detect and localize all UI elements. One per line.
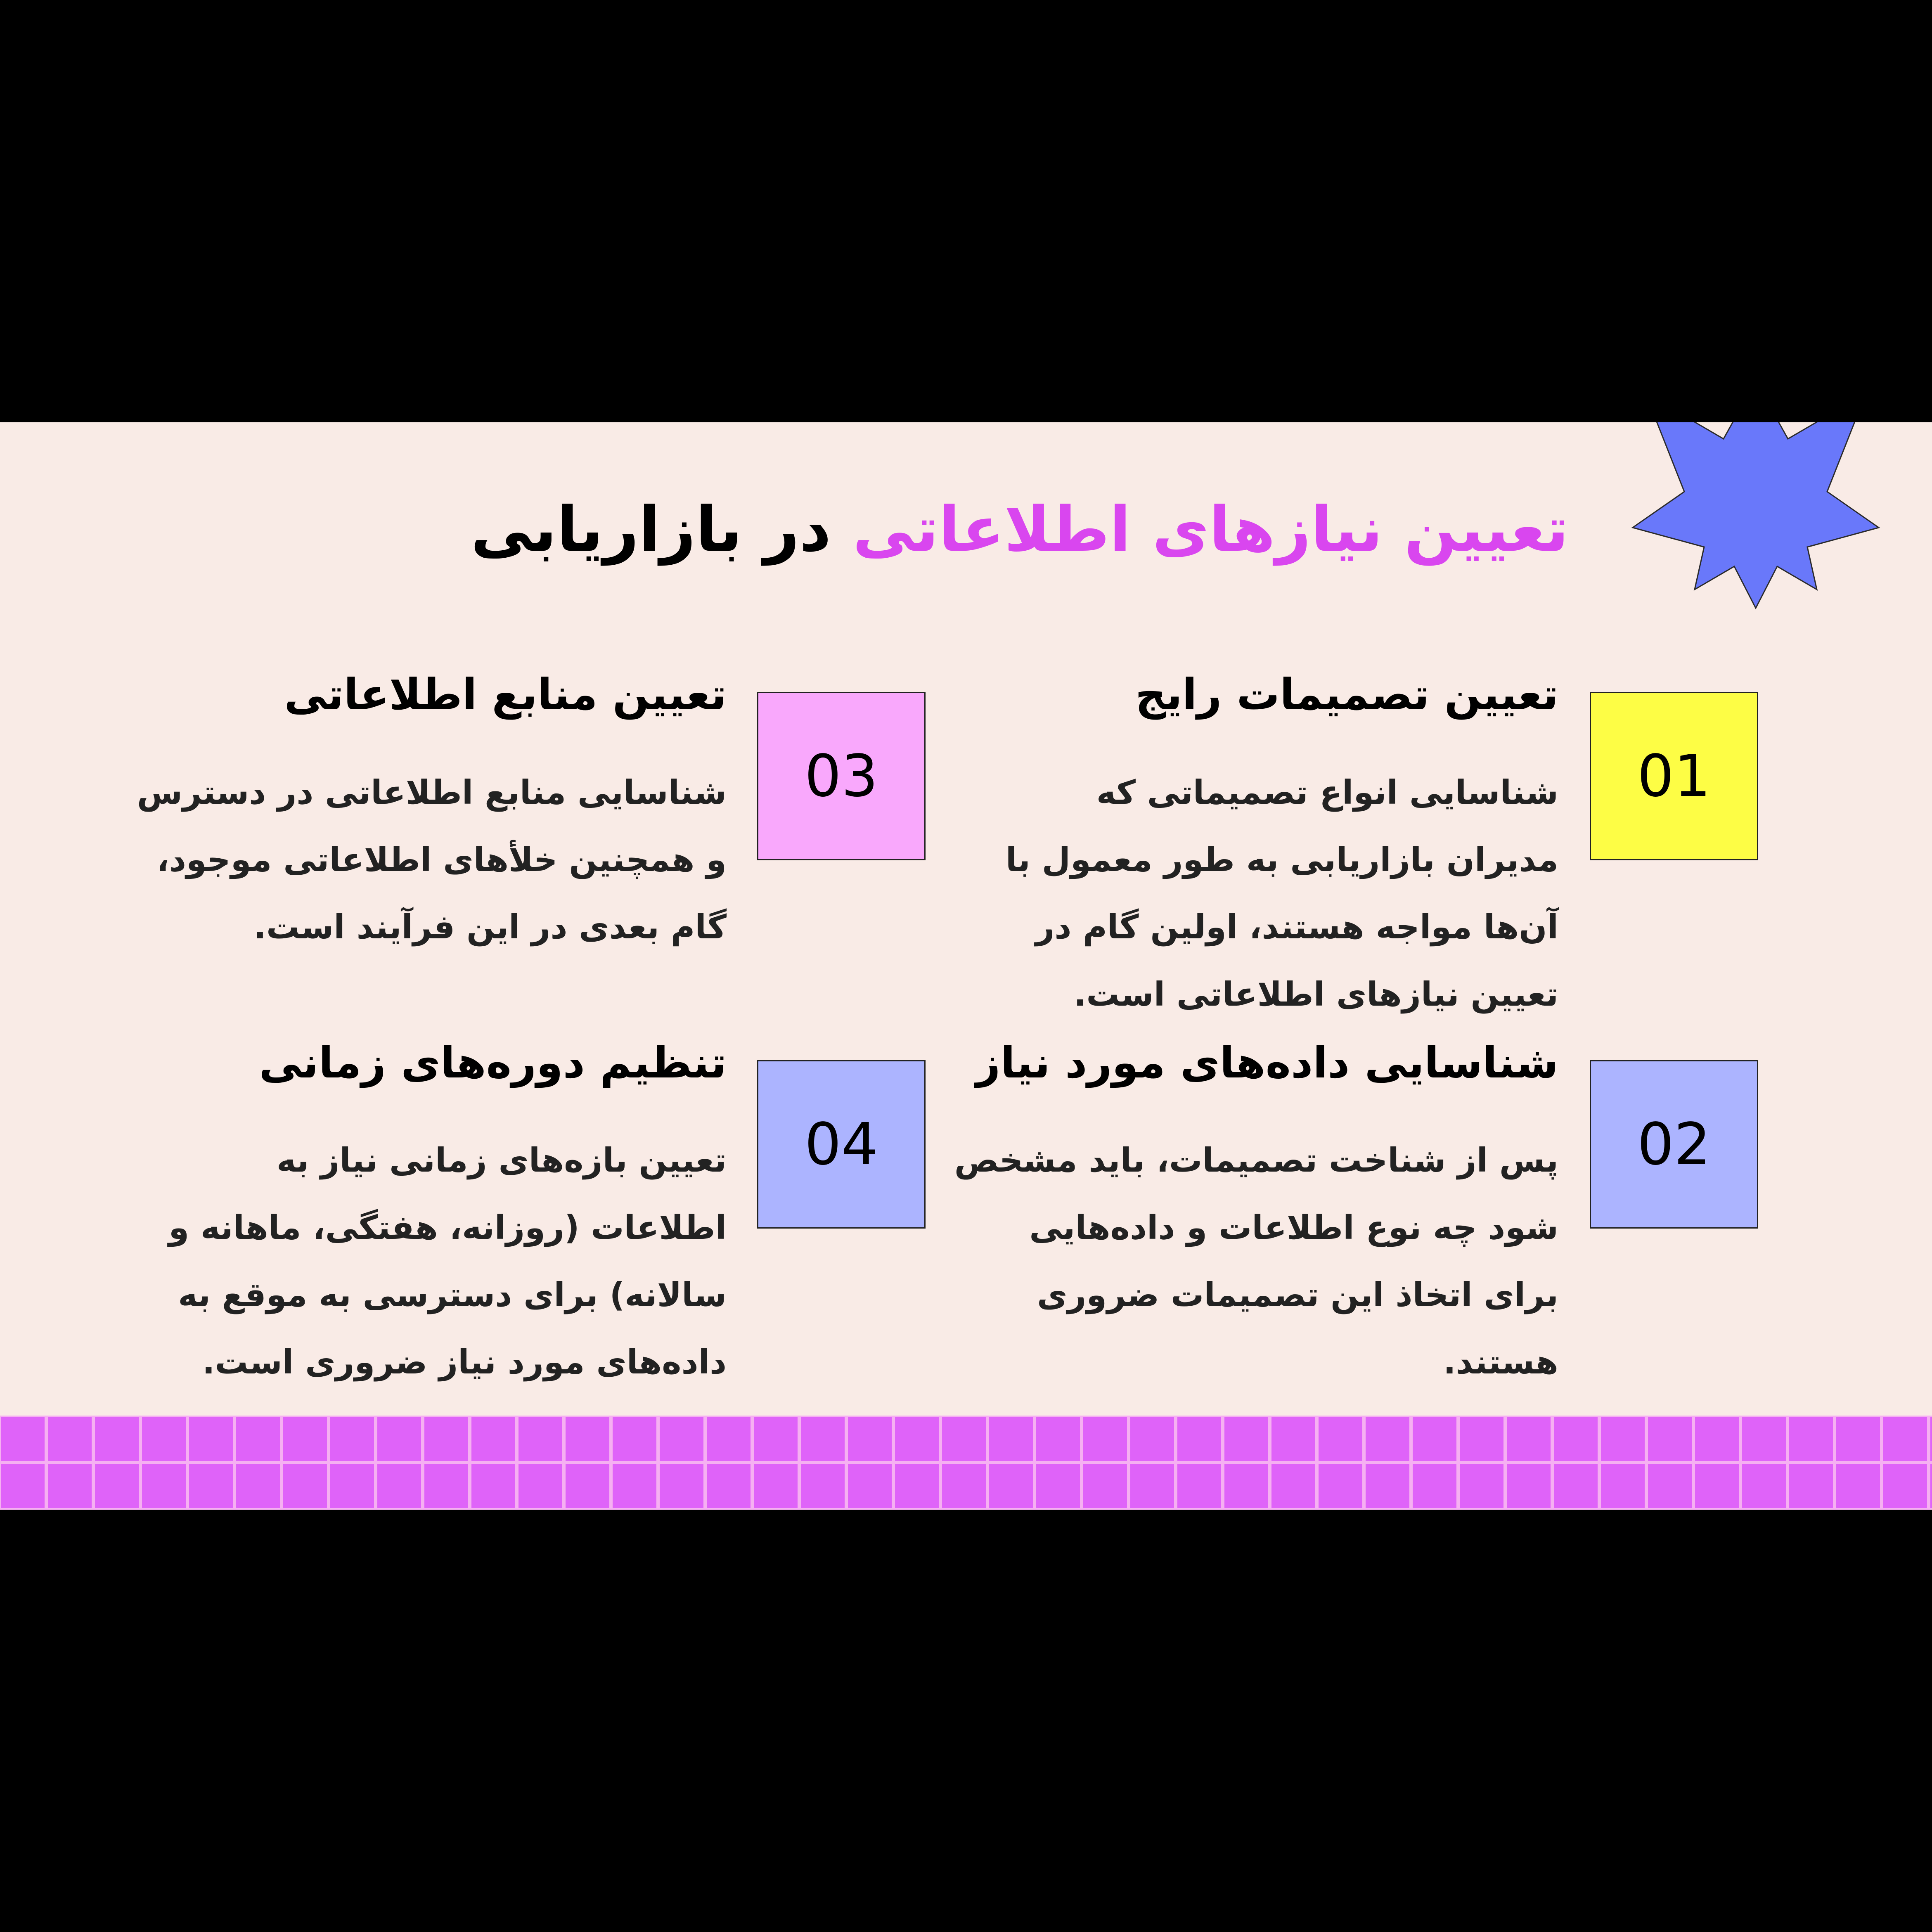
- title-rest: در بازاریابی: [471, 494, 831, 566]
- starburst-shape: [1629, 422, 1889, 620]
- item-heading: شناسایی داده‌های مورد نیاز: [975, 1037, 1558, 1088]
- number-box-04: [757, 1060, 926, 1229]
- slide: [0, 422, 1932, 1510]
- number-box-01: [1590, 692, 1758, 860]
- number-label: 01: [1637, 742, 1711, 810]
- item-body: پس از شناخت تصمیمات، باید مشخص شود چه نوع اطلاعات و داده‌هایی برای اتخاذ این تصمیمات ضروری هستند.: [954, 1141, 1558, 1381]
- number-box-03: [757, 692, 926, 860]
- title-accent: تعیین نیازهای اطلاعاتی: [852, 494, 1569, 566]
- item-body: تعیین بازه‌های زمانی نیاز به اطلاعات (روزانه، هفتگی، ماهانه و سالانه) برای دسترسی به موقع به داده‌های مورد نیاز ضروری است.: [168, 1141, 727, 1381]
- item-body: شناسایی انواع تصمیماتی که مدیران بازاریابی به طور معمول با آن‌ها مواجه هستند، اولین گام در تعیین نیازهای اطلاعاتی است.: [1005, 773, 1558, 1013]
- number-label: 02: [1637, 1110, 1711, 1178]
- item-heading: تنظیم دوره‌های زمانی: [259, 1037, 727, 1088]
- number-label: 03: [804, 742, 878, 810]
- item-heading: تعیین تصمیمات رایج: [1135, 669, 1558, 720]
- number-label: 04: [804, 1110, 878, 1178]
- item-heading: تعیین منابع اطلاعاتی: [284, 669, 727, 720]
- grid-pattern-strip: [0, 1416, 1932, 1510]
- page-title: [330, 492, 1569, 567]
- item-body: شناسایی منابع اطلاعاتی در دسترس و همچنین خلأهای اطلاعاتی موجود، گام بعدی در این فرآیند است.: [137, 773, 727, 946]
- number-box-02: [1590, 1060, 1758, 1229]
